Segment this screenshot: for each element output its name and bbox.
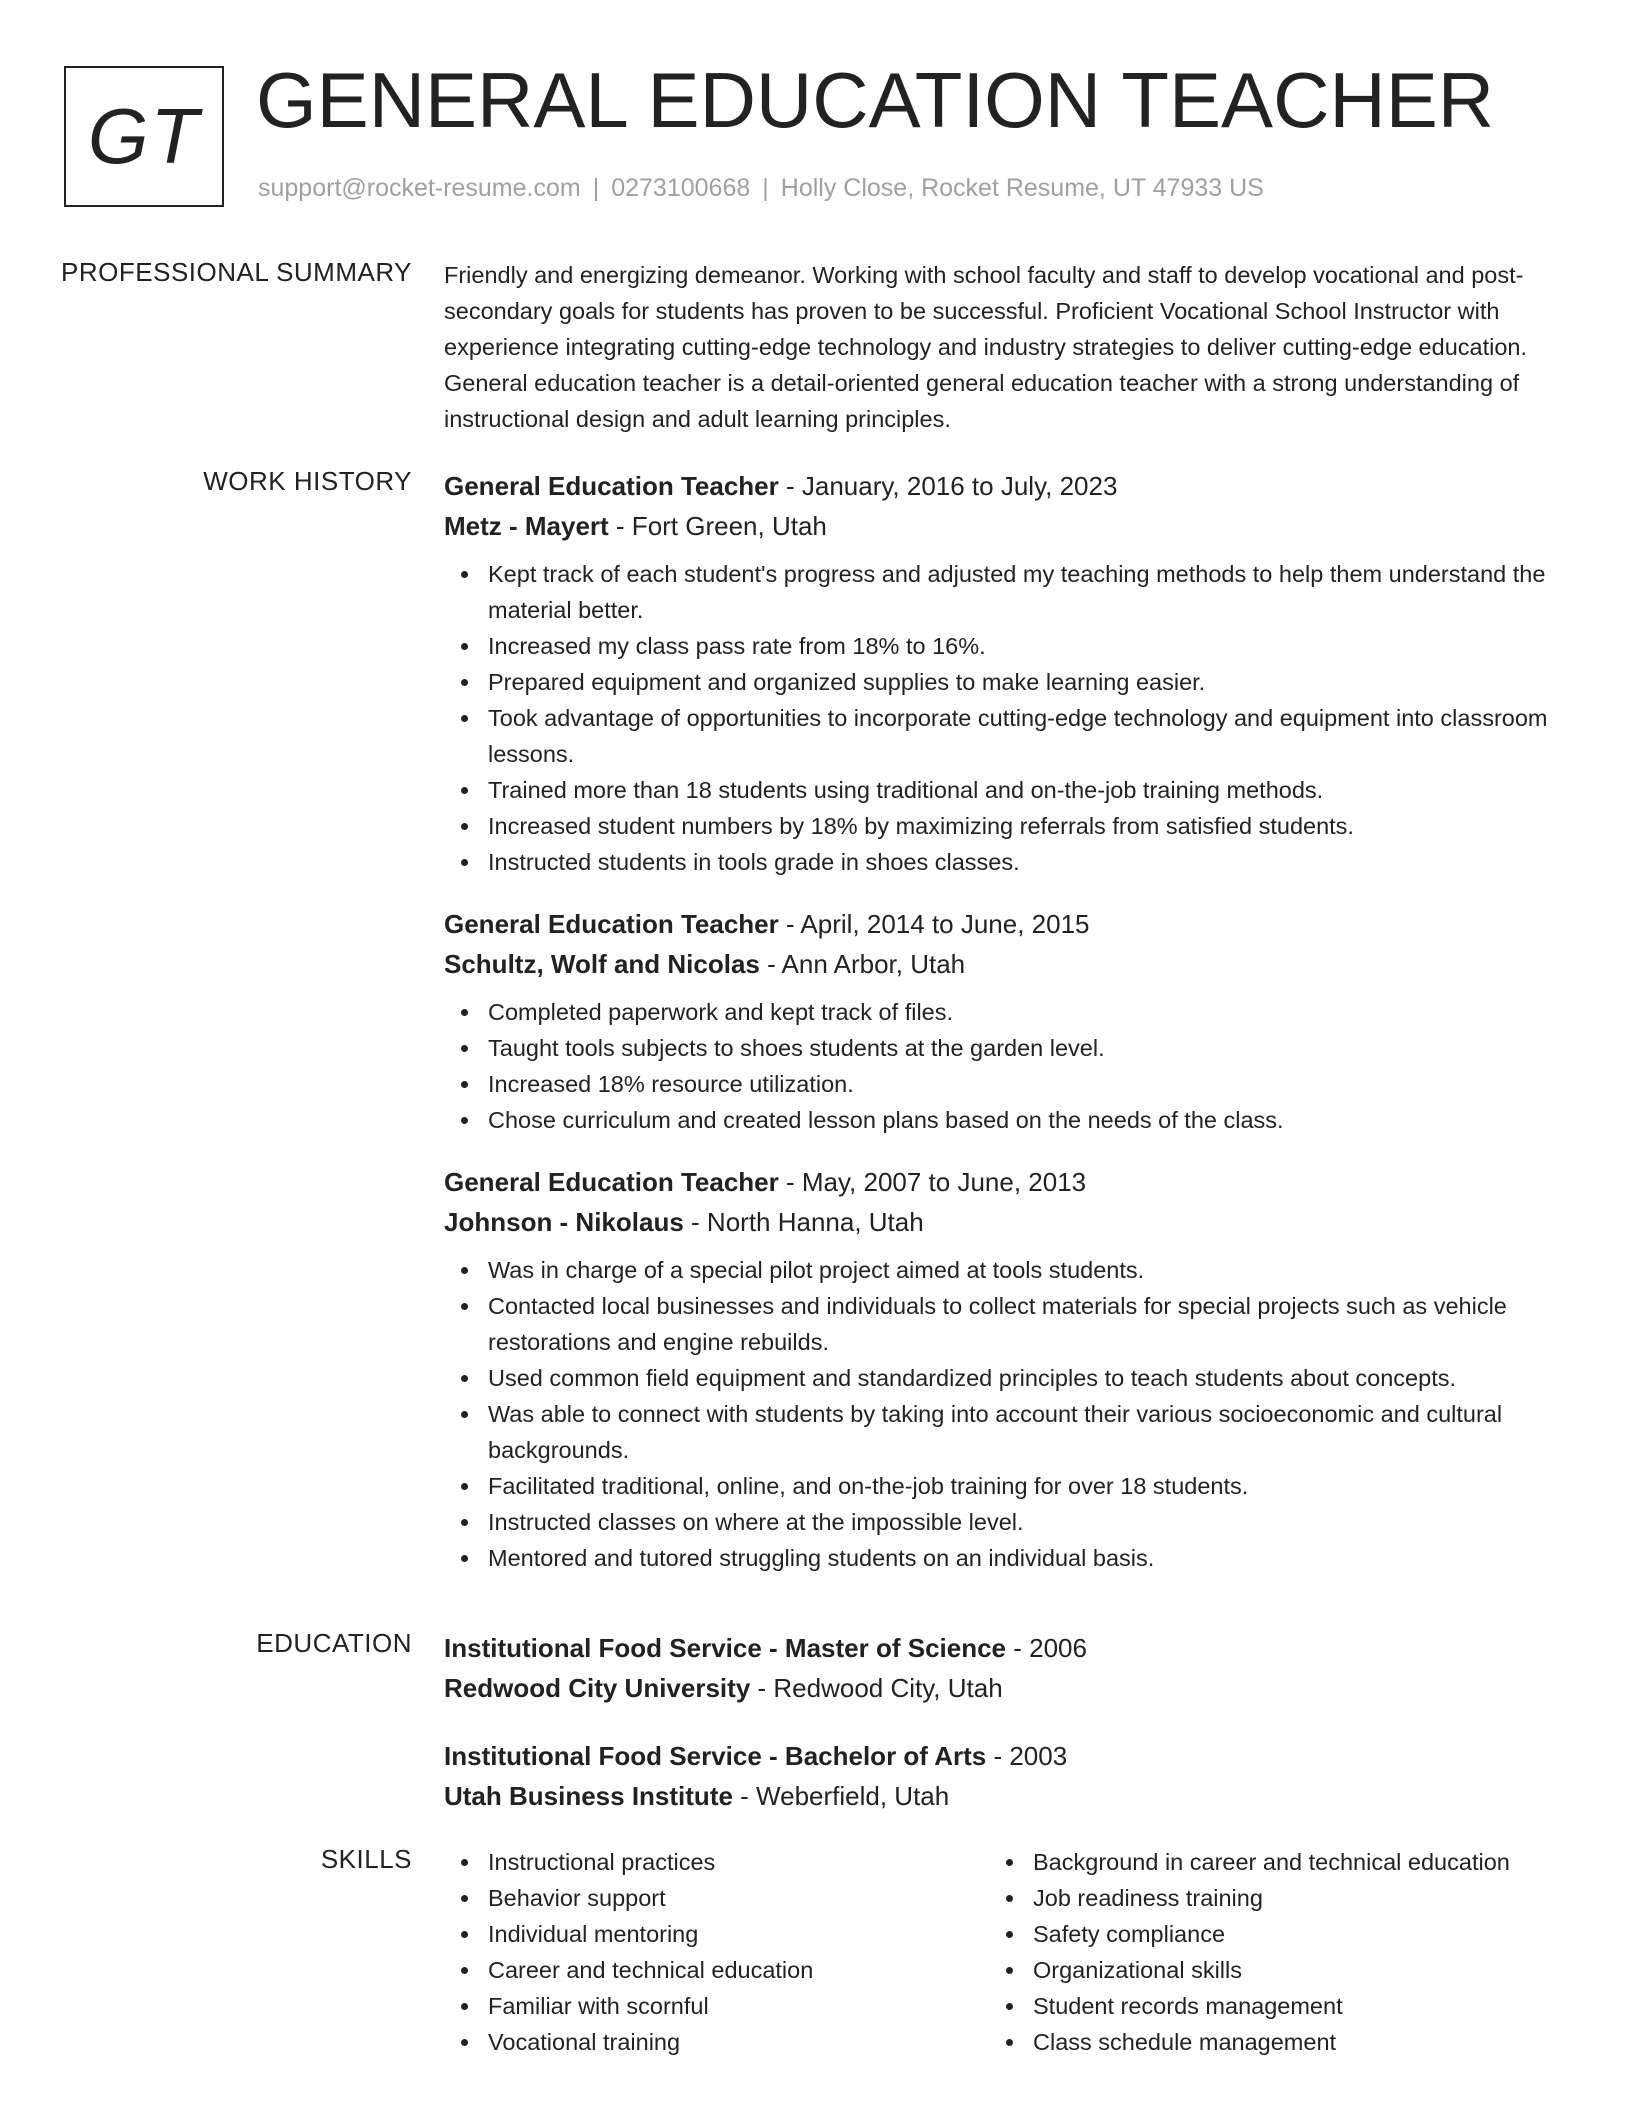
skills-columns [444, 1844, 1564, 2060]
contact-email: support@rocket-resume.com [258, 174, 581, 202]
contact-line [258, 174, 1264, 203]
work-history-body [444, 466, 1564, 1600]
education-location: - Weberfield, Utah [732, 1781, 950, 1811]
job-bullet: Chose curriculum and created lesson plans based on the needs of the class. [444, 1102, 1564, 1138]
section-label-work-history: WORK HISTORY [203, 466, 412, 496]
education-body [444, 1628, 1564, 1844]
job-title-line [444, 466, 1564, 506]
skill-item: Familiar with scornful [444, 1988, 989, 2024]
contact-separator: | [762, 174, 769, 202]
education-entry [444, 1628, 1564, 1708]
job-title: General Education Teacher [444, 471, 779, 501]
job-bullet: Kept track of each student's progress and adjusted my teaching methods to help them understand the material better. [444, 556, 1564, 628]
job-company: Johnson - Nikolaus [444, 1207, 684, 1237]
job-bullet: Mentored and tutored struggling students on an individual basis. [444, 1540, 1564, 1576]
education-school: Utah Business Institute [444, 1781, 733, 1811]
education-year: - 2003 [986, 1741, 1068, 1771]
job-bullet: Facilitated traditional, online, and on-the-job training for over 18 students. [444, 1468, 1564, 1504]
job-bullets [444, 1252, 1564, 1576]
summary-text: Friendly and energizing demeanor. Working with school faculty and staff to develop vocational and post-secondary goals for students has proven to be successful. Proficient Vocational School Instructor with experience integrating cutting-edge technology and industry strategies to deliver cutting-edge education. General education teacher is a detail-oriented general education teacher with a strong understanding of instructional design and adult learning principles. [444, 262, 1527, 432]
education-degree-line [444, 1628, 1564, 1668]
job-entry [444, 904, 1564, 1138]
education-year: - 2006 [1006, 1633, 1087, 1663]
job-location: - Ann Arbor, Utah [759, 949, 966, 979]
job-company-line [444, 1202, 1564, 1242]
job-bullet: Used common field equipment and standardized principles to teach students about concepts. [444, 1360, 1564, 1396]
job-bullet: Was in charge of a special pilot project aimed at tools students. [444, 1252, 1564, 1288]
initials-text: GT [87, 92, 201, 180]
education-degree-line [444, 1736, 1564, 1776]
job-title-line [444, 1162, 1564, 1202]
job-location: - North Hanna, Utah [683, 1207, 924, 1237]
skills-column-left [444, 1844, 989, 2060]
job-bullet: Contacted local businesses and individuals to collect materials for special projects such as vehicle restorations and engine rebuilds. [444, 1288, 1564, 1360]
job-bullets [444, 556, 1564, 880]
education-school-line [444, 1668, 1564, 1708]
resume-title: GENERAL EDUCATION TEACHER [256, 56, 1495, 144]
job-bullet: Prepared equipment and organized supplies to make learning easier. [444, 664, 1564, 700]
education-degree: Institutional Food Service - Master of Science [444, 1633, 1007, 1663]
skills-list-left [444, 1844, 989, 2060]
job-bullet: Completed paperwork and kept track of files. [444, 994, 1564, 1030]
skill-item: Career and technical education [444, 1952, 989, 1988]
skill-item: Class schedule management [989, 2024, 1534, 2060]
skill-item: Instructional practices [444, 1844, 989, 1880]
job-bullet: Taught tools subjects to shoes students at the garden level. [444, 1030, 1564, 1066]
job-bullet: Increased my class pass rate from 18% to 16%. [444, 628, 1564, 664]
initials-monogram [64, 66, 224, 207]
section-label-skills: SKILLS [320, 1844, 412, 1874]
skill-item: Background in career and technical education [989, 1844, 1534, 1880]
education-school: Redwood City University [444, 1673, 751, 1703]
job-bullet: Instructed students in tools grade in shoes classes. [444, 844, 1564, 880]
skill-item: Individual mentoring [444, 1916, 989, 1952]
job-bullet: Increased student numbers by 18% by maximizing referrals from satisfied students. [444, 808, 1564, 844]
job-bullet: Instructed classes on where at the impossible level. [444, 1504, 1564, 1540]
skills-column-right [989, 1844, 1534, 2060]
skill-item: Vocational training [444, 2024, 989, 2060]
job-bullet: Took advantage of opportunities to incorporate cutting-edge technology and equipment into classroom lessons. [444, 700, 1564, 772]
contact-phone: 0273100668 [611, 174, 751, 202]
job-title-line [444, 904, 1564, 944]
skill-item: Behavior support [444, 1880, 989, 1916]
job-dates: - May, 2007 to June, 2013 [778, 1167, 1087, 1197]
contact-address: Holly Close, Rocket Resume, UT 47933 US [780, 174, 1264, 202]
section-label-education: EDUCATION [256, 1628, 412, 1658]
job-company-line [444, 506, 1564, 546]
job-entry [444, 1162, 1564, 1576]
job-company: Schultz, Wolf and Nicolas [444, 949, 760, 979]
job-dates: - January, 2016 to July, 2023 [778, 471, 1118, 501]
job-bullets [444, 994, 1564, 1138]
job-bullet: Increased 18% resource utilization. [444, 1066, 1564, 1102]
job-entry [444, 466, 1564, 880]
education-school-line [444, 1776, 1564, 1816]
job-dates: - April, 2014 to June, 2015 [778, 909, 1090, 939]
education-degree: Institutional Food Service - Bachelor of Arts [444, 1741, 987, 1771]
education-location: - Redwood City, Utah [750, 1673, 1003, 1703]
education-entry [444, 1736, 1564, 1816]
skills-list-right [989, 1844, 1534, 2060]
skill-item: Safety compliance [989, 1916, 1534, 1952]
job-title: General Education Teacher [444, 1167, 779, 1197]
job-company: Metz - Mayert [444, 511, 609, 541]
skills-body [444, 1844, 1564, 2060]
contact-separator: | [592, 174, 600, 202]
job-title: General Education Teacher [444, 909, 779, 939]
job-location: - Fort Green, Utah [608, 511, 827, 541]
job-bullet: Was able to connect with students by taking into account their various socioeconomic and cultural backgrounds. [444, 1396, 1564, 1468]
summary-body [444, 257, 1564, 437]
section-label-summary: PROFESSIONAL SUMMARY [61, 257, 412, 287]
job-bullet: Trained more than 18 students using traditional and on-the-job training methods. [444, 772, 1564, 808]
skill-item: Job readiness training [989, 1880, 1534, 1916]
skill-item: Organizational skills [989, 1952, 1534, 1988]
skill-item: Student records management [989, 1988, 1534, 2024]
job-company-line [444, 944, 1564, 984]
